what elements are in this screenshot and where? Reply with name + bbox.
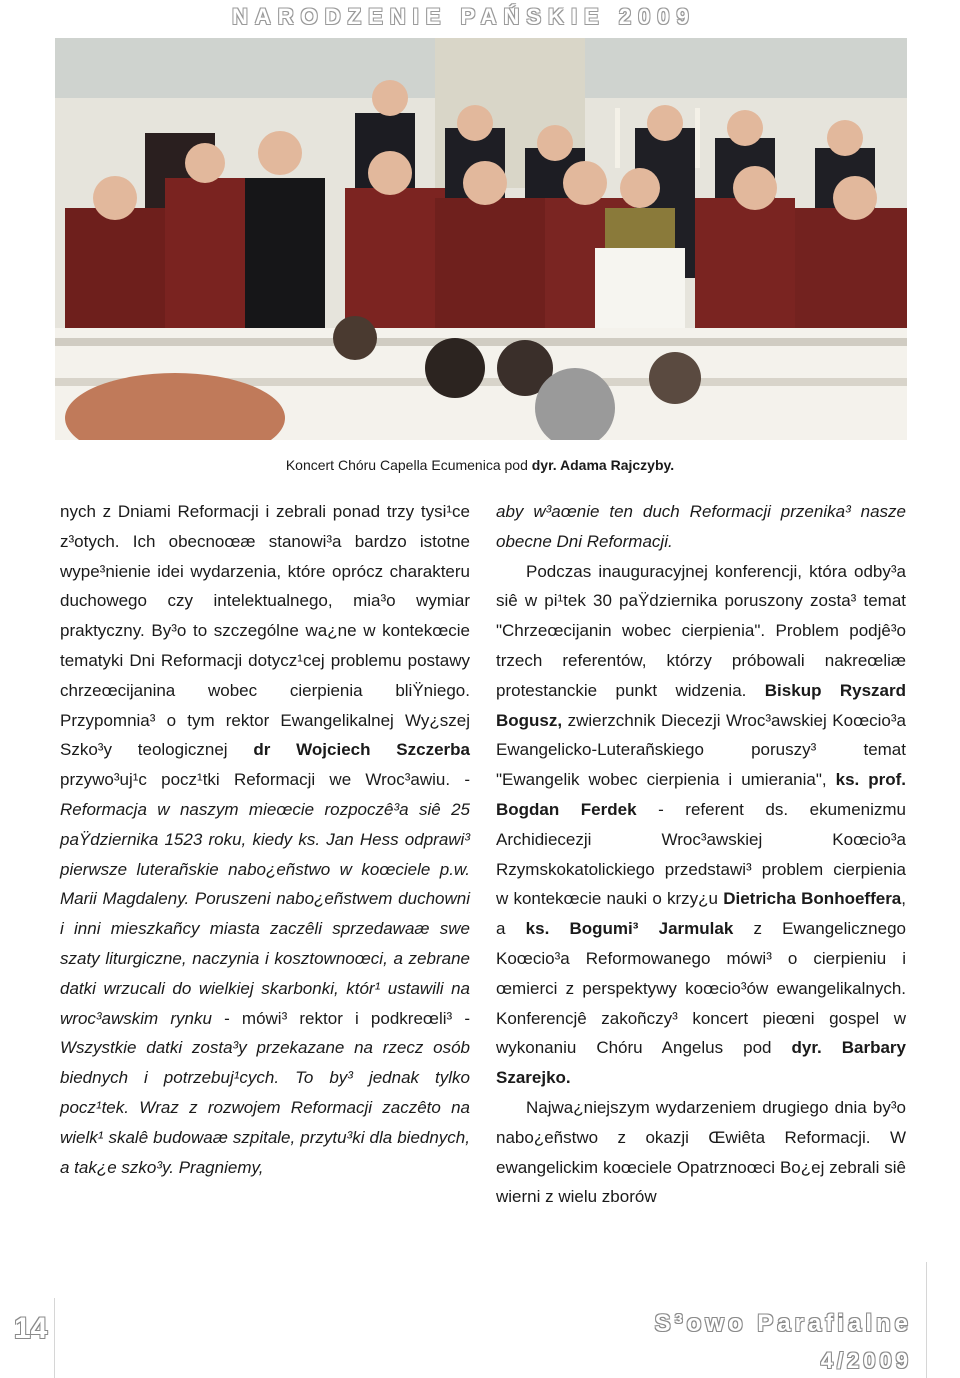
photo-caption [0, 457, 960, 473]
left-bold-name: dr Wojciech Szczerba [253, 740, 470, 760]
right-text-e: z Ewangelicznego Koœcio³a Reformowanego mówi³ o cierpieniu i œmierci z perspektywy koœcio³ów ewangelikalnych. Konferencjê zakoñczy³ koncert pieœni gospel w wykonaniu Chóru Angelus pod [496, 919, 906, 1058]
right-bold-4: ks. Bogumi³ Jarmulak [525, 919, 734, 939]
left-quote-1: Reformacja w naszym mieœcie rozpoczê³a siê 25 paŸdziernika 1523 roku, kiedy ks. Jan Hess odprawi³ pierwsze luterañskie nabo¿eñstwo w koœciele p.w. Marii Magdaleny. Poruszeni nabo¿eñstwem duchowni i inni mieszkañcy miasta zaczêli sprzedawaæ swe szaty liturgiczne, naczynia i kosztownoœci, a zebrane datki wrzucali do wielkiej skarbonki, któr¹ ustawili na wroc³awskim rynku [60, 799, 470, 1028]
right-quote-end: aby w³aœnie ten duch Reformacji przenika³ nasze obecne Dni Reformacji. [496, 502, 906, 551]
issue-number: 4/2009 [820, 1348, 912, 1373]
choir-photo-icon [55, 38, 907, 440]
caption-conductor: dyr. Adama Rajczyby. [531, 457, 675, 473]
right-paragraph-service: Najwa¿niejszym wydarzeniem drugiego dnia by³o nabo¿eñstwo z okazji Œwiêta Reformacji. W ewangelickim koœciele Opatrznoœci Bo¿ej zebrali siê wierni z wielu zborów [496, 1097, 906, 1207]
choir-photo [55, 38, 907, 440]
left-text-3: - mówi³ rektor i podkreœli³ - [211, 1008, 470, 1028]
right-text-b: zwierzchnik Diecezji Wroc³awskiej Koœcio³a Ewangelicko-Luterañskiego poruszy³ temat "Ewangelik wobec cierpienia i umierania", [496, 710, 906, 790]
right-bold-1: Biskup Ryszard Bogusz, [496, 680, 906, 730]
left-quote-2: Wszystkie datki zosta³y przekazane na rzecz osób biednych i potrzebuj¹cych. To by³ jednak tylko pocz¹tek. Wraz z rozwojem Reformacji zaczêto na wielk¹ skalê budowaæ szpitale, przytu³ki dla biednych, a tak¿e szko³y. Pragniemy, [60, 1038, 470, 1177]
left-column [60, 497, 470, 1182]
right-text-a: Podczas inauguracyjnej konferencji, która odby³a siê w pi¹tek 30 paŸdziernika poruszony zosta³ temat "Chrzeœcijanin wobec cierpienia". Problem podjê³o trzech referentów, którzy próbowali nakreœliæ protestanckie punkt widzenia. [496, 561, 906, 700]
right-column [496, 497, 906, 1212]
left-text-2: przywo³uj¹c pocz¹tki Reformacji we Wroc³awiu. - [60, 770, 470, 790]
caption-text: Koncert Chóru Capella Ecumenica pod [285, 457, 532, 473]
right-bold-2: ks. prof. Bogdan Ferdek [496, 770, 907, 819]
footer-divider-left [54, 1298, 55, 1378]
running-header: NARODZENIE PAŃSKIE 2009 [232, 4, 696, 29]
publication-title: S³owo Parafialne [654, 1310, 912, 1337]
right-bold-3: Dietricha Bonhoeffera [723, 889, 902, 909]
right-text-c: - referent ds. ekumenizmu Archidiecezji Wroc³awskiej Koœcio³a Rzymskokatolickiego przedstawi³ problem cierpienia w kontekœcie nauki o krzy¿u [496, 799, 906, 909]
right-paragraph-conference [496, 557, 906, 1093]
footer-divider-right [926, 1262, 927, 1378]
right-bold-5: dyr. Barbary Szarejko. [496, 1038, 906, 1088]
left-text-1: nych z Dniami Reformacji i zebrali ponad trzy tysi¹ce z³otych. Ich obecnoœæ stanowi³a bardzo istotne wype³nienie idei wydarzenia, które oprócz charakteru duchowego czy intelektualnego, mia³o wymiar praktyczny. By³o to szczególne wa¿ne w kontekœcie tematyki Dni Reformacji dotycz¹cej problemu postawy chrzeœcijanina wobec cierpienia bliŸniego. Przypomnia³ o tym rektor Ewangelikalnej Wy¿szej Szko³y teologicznej [60, 502, 470, 760]
right-text-d: , a [496, 889, 906, 939]
left-paragraph [60, 497, 470, 1182]
page-number: 14 [14, 1312, 48, 1345]
